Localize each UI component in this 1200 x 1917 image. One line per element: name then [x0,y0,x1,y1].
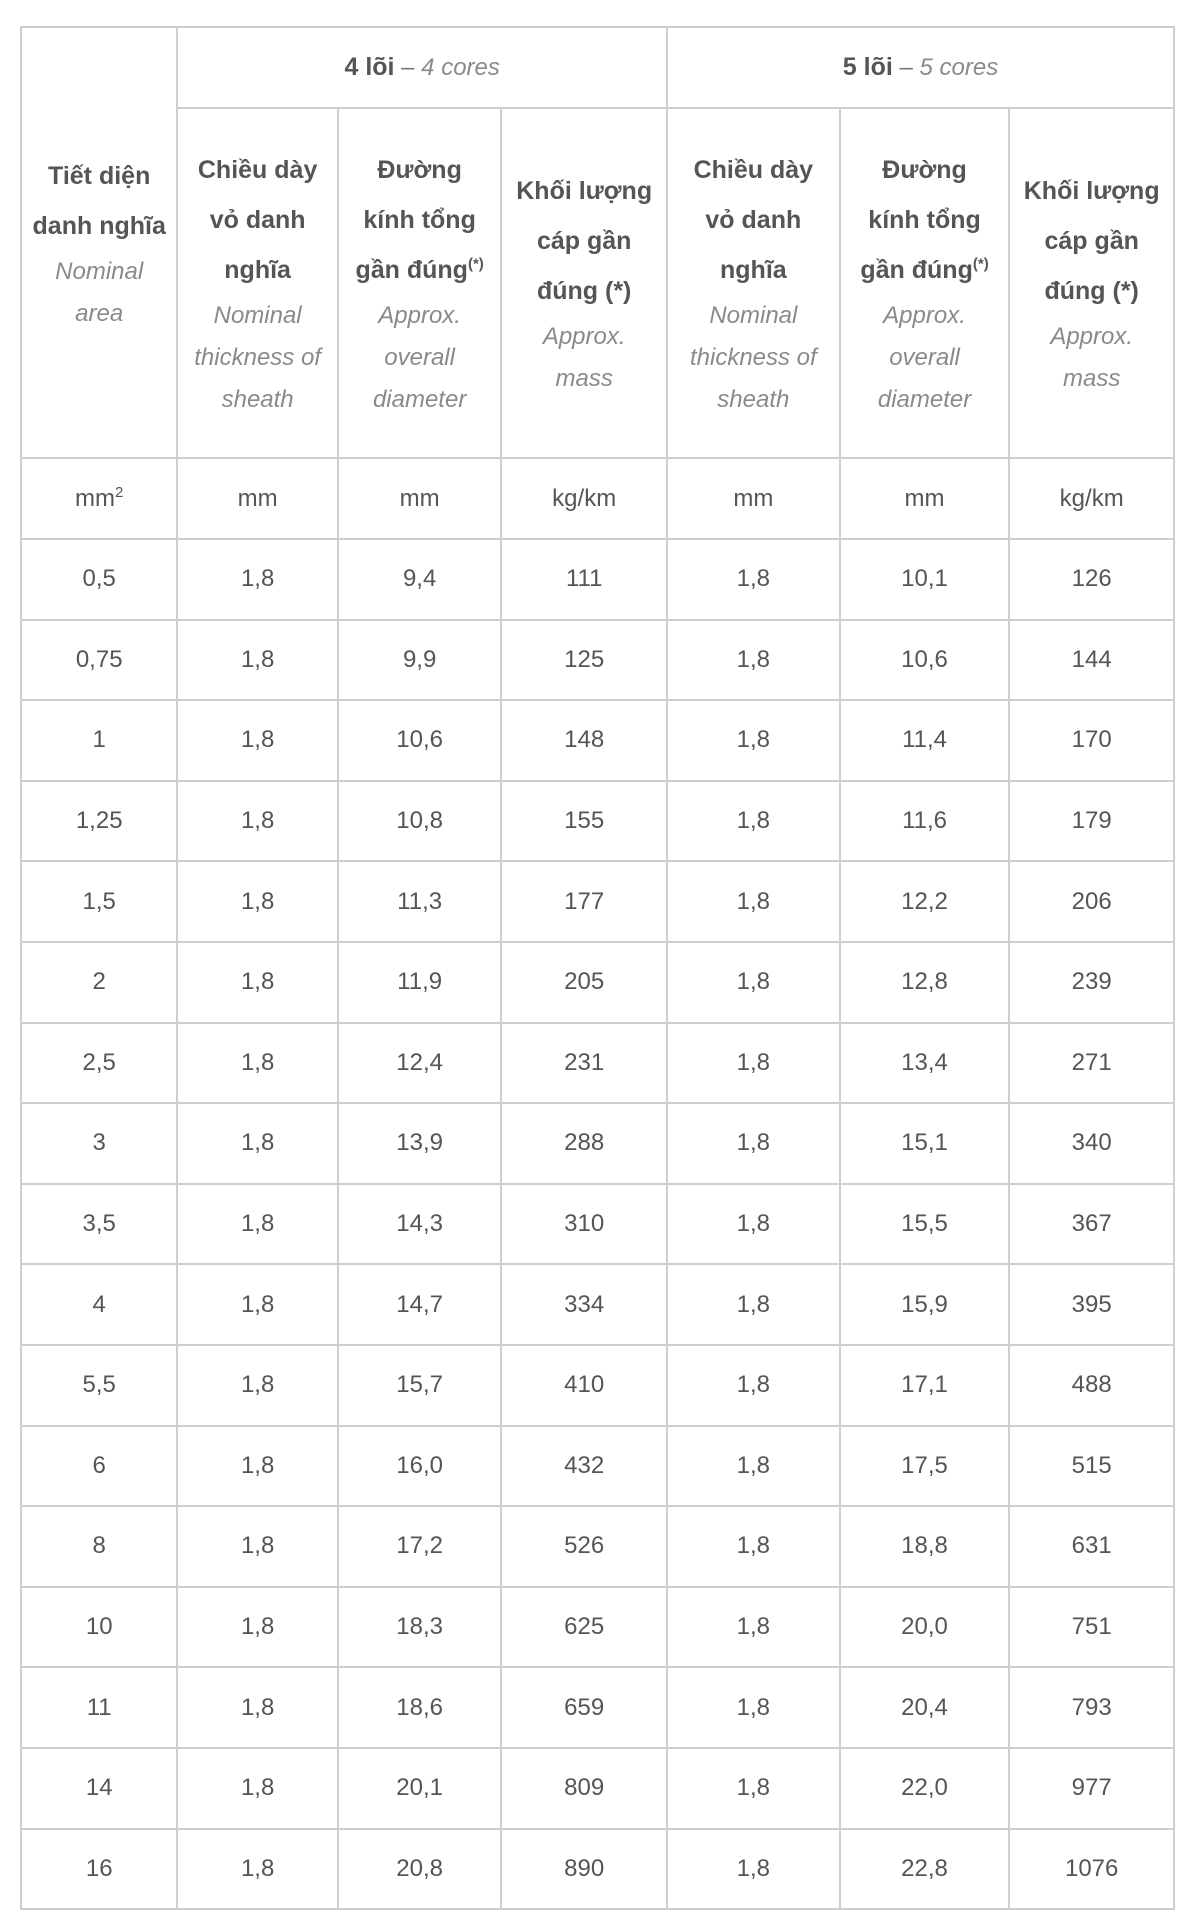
column-header-vi-line: đúng (*) [1044,277,1139,305]
table-cell: 170 [1009,700,1174,781]
table-cell: 793 [1009,1667,1174,1748]
table-cell: 10 [21,1587,177,1668]
table-cell: 18,3 [338,1587,502,1668]
table-cell: 1,8 [667,1264,840,1345]
table-cell: 310 [501,1184,667,1265]
column-header-vi-line: Chiều dày [197,156,318,184]
table-cell: 148 [501,700,667,781]
table-cell: 17,2 [338,1506,502,1587]
table-row [21,1264,1174,1345]
table-cell: 126 [1009,539,1174,620]
table-cell: 205 [501,942,667,1023]
column-header-en-line: mass [555,365,613,392]
table-cell: 10,1 [840,539,1010,620]
column-header-row [21,108,1174,458]
table-body [21,539,1174,1909]
table-cell: 271 [1009,1023,1174,1104]
table-cell: 14,3 [338,1184,502,1265]
table-cell: 20,1 [338,1748,502,1829]
table-row [21,539,1174,620]
table-cell: 11,4 [840,700,1010,781]
table-cell: 1,8 [667,1426,840,1507]
table-cell: 1,8 [177,700,337,781]
table-cell: 515 [1009,1426,1174,1507]
column-header-vi-line: Chiều dày [693,156,814,184]
table-cell: 15,1 [840,1103,1010,1184]
footnote-marker: (*) [972,255,989,273]
group-header-5-cores [667,27,1174,108]
table-cell: 15,9 [840,1264,1010,1345]
column-header-vi-line: kính tổng [868,206,981,234]
table-cell: 1,8 [177,539,337,620]
table-cell: 1,8 [667,1103,840,1184]
table-cell: 526 [501,1506,667,1587]
table-cell: 11,3 [338,861,502,942]
table-cell: 1,8 [667,539,840,620]
table-cell: 125 [501,620,667,701]
table-cell: 631 [1009,1506,1174,1587]
column-header-vi-line: Khối lượng [516,177,653,205]
table-cell: 239 [1009,942,1174,1023]
column-header-vi-line: cáp gần [536,227,632,255]
table-cell: 10,6 [840,620,1010,701]
table-cell: 17,5 [840,1426,1010,1507]
table-cell: 1,8 [667,1345,840,1426]
header-en-line: Nominal [55,257,144,285]
table-row [21,700,1174,781]
column-header-vi-line: vỏ danh [705,206,802,234]
column-header-vi-line: đúng (*) [536,277,632,305]
footnote-marker: (*) [467,255,484,273]
column-header [177,108,337,458]
table-cell: 1,8 [177,1023,337,1104]
table-cell: 14 [21,1748,177,1829]
table-cell: 367 [1009,1184,1174,1265]
group-separator: – [394,54,422,81]
column-header [667,108,840,458]
table-cell: 17,1 [840,1345,1010,1426]
table-row [21,1829,1174,1910]
table-cell: 15,7 [338,1345,502,1426]
table-cell: 16,0 [338,1426,502,1507]
table-cell: 1,8 [177,1506,337,1587]
table-cell: 340 [1009,1103,1174,1184]
table-cell: 1,8 [177,1345,337,1426]
table-cell: 13,9 [338,1103,502,1184]
group-en: 5 cores [919,54,999,81]
table-cell: 1,8 [667,781,840,862]
table-row [21,1748,1174,1829]
table-cell: 16 [21,1829,177,1910]
table-cell: 177 [501,861,667,942]
table-cell: 1,8 [177,1426,337,1507]
table-cell: 3 [21,1103,177,1184]
column-header [501,108,667,458]
table-cell: 20,4 [840,1667,1010,1748]
header-vi-line: Tiết diện [48,161,151,190]
table-cell: 1,8 [667,1506,840,1587]
table-cell: 15,5 [840,1184,1010,1265]
table-cell: 288 [501,1103,667,1184]
table-row [21,861,1174,942]
column-header-en-line: mass [1063,365,1121,392]
unit-text: mm [75,485,116,512]
table-cell: 20,0 [840,1587,1010,1668]
table-cell: 0,5 [21,539,177,620]
table-cell: 9,4 [338,539,502,620]
table-row [21,1023,1174,1104]
group-separator: – [892,54,920,81]
table-cell: 179 [1009,781,1174,862]
table-row [21,1103,1174,1184]
column-header-en-line: sheath [717,386,790,413]
table-cell: 1,8 [177,781,337,862]
table-cell: 9,9 [338,620,502,701]
group-en: 4 cores [421,54,500,81]
table-cell: 334 [501,1264,667,1345]
table-cell: 6 [21,1426,177,1507]
table-cell: 18,6 [338,1667,502,1748]
column-header-en-line: overall [384,344,455,371]
column-header [1009,108,1174,458]
table-cell: 1,8 [177,942,337,1023]
unit-cell: kg/km [501,458,667,539]
table-cell: 11,9 [338,942,502,1023]
table-cell: 22,0 [840,1748,1010,1829]
table-cell: 18,8 [840,1506,1010,1587]
table-cell: 3,5 [21,1184,177,1265]
table-cell: 20,8 [338,1829,502,1910]
column-header-en-line: Approx. [378,302,461,329]
header-en-line: area [75,299,124,327]
table-cell: 1,8 [667,942,840,1023]
column-header-vi-line: cáp gần [1044,227,1139,255]
unit-cell: mm [667,458,840,539]
table-cell: 977 [1009,1748,1174,1829]
column-header-vi-line [339,245,501,295]
column-header-vi-line: Đường [377,156,462,184]
column-header-vi-line: nghĩa [224,256,291,284]
group-vi: 5 lõi [842,53,893,81]
column-header-vi-line: kính tổng [363,206,476,234]
unit-cell [21,458,177,539]
table-cell: 1,8 [667,1667,840,1748]
unit-superscript: 2 [115,484,124,501]
table-row [21,1345,1174,1426]
table-cell: 12,4 [338,1023,502,1104]
table-cell: 1,8 [667,1829,840,1910]
table-cell: 1,8 [177,1829,337,1910]
unit-cell: mm [338,458,502,539]
unit-cell: mm [177,458,337,539]
column-header-en-line: Approx. [883,302,966,329]
group-header-row [21,27,1174,108]
table-cell: 0,75 [21,620,177,701]
column-header-en-line: Approx. [542,323,626,350]
group-header-4-cores [177,27,667,108]
table-cell: 5,5 [21,1345,177,1426]
column-header-en-line: diameter [877,386,972,413]
table-cell: 1,8 [177,1184,337,1265]
table-cell: 1 [21,700,177,781]
table-cell: 1,8 [667,1748,840,1829]
table-cell: 231 [501,1023,667,1104]
column-header-vi-line: vỏ danh [209,206,306,234]
table-cell: 1,5 [21,861,177,942]
nominal-area-header [21,27,177,458]
table-cell: 111 [501,539,667,620]
table-cell: 2 [21,942,177,1023]
table-row [21,1506,1174,1587]
table-cell: 1,8 [177,1667,337,1748]
cable-spec-table [20,26,1175,1910]
column-header-en-line: Nominal [213,302,302,329]
table-cell: 890 [501,1829,667,1910]
group-vi: 4 lõi [344,53,395,81]
column-header-vi-text: gần đúng [860,256,973,284]
table-row [21,620,1174,701]
column-header-en-line: sheath [221,386,294,413]
column-header [840,108,1010,458]
table-cell: 11,6 [840,781,1010,862]
column-header-en-line: Approx. [1050,323,1134,350]
table-row [21,942,1174,1023]
table-cell: 1,8 [667,1184,840,1265]
column-header-en-line: thickness of [689,344,817,371]
unit-cell: kg/km [1009,458,1174,539]
table-cell: 12,8 [840,942,1010,1023]
table-cell: 1,8 [177,861,337,942]
table-cell: 1,8 [177,1587,337,1668]
table-row [21,1667,1174,1748]
table-cell: 206 [1009,861,1174,942]
table-cell: 22,8 [840,1829,1010,1910]
table-cell: 432 [501,1426,667,1507]
table-cell: 659 [501,1667,667,1748]
table-cell: 1076 [1009,1829,1174,1910]
table-row [21,1587,1174,1668]
column-header-vi-text: gần đúng [355,256,468,284]
table-cell: 488 [1009,1345,1174,1426]
table-cell: 12,2 [840,861,1010,942]
column-header-en-line: overall [889,344,960,371]
table-cell: 1,8 [667,700,840,781]
unit-row [21,458,1174,539]
column-header-en-line: diameter [372,386,467,413]
table-cell: 1,8 [177,1264,337,1345]
table-row [21,781,1174,862]
table-cell: 1,8 [667,861,840,942]
table-cell: 8 [21,1506,177,1587]
table-cell: 155 [501,781,667,862]
column-header-en-line: Nominal [709,302,798,329]
column-header-vi-line: Khối lượng [1023,177,1160,205]
table-cell: 13,4 [840,1023,1010,1104]
column-header [338,108,502,458]
table-cell: 1,25 [21,781,177,862]
table-cell: 809 [501,1748,667,1829]
table-cell: 11 [21,1667,177,1748]
table-row [21,1426,1174,1507]
table-cell: 625 [501,1587,667,1668]
table-cell: 10,8 [338,781,502,862]
header-vi-line: danh nghĩa [32,211,166,240]
column-header-vi-line: nghĩa [720,256,787,284]
column-header-vi-line: Đường [882,156,967,184]
table-cell: 1,8 [667,620,840,701]
table-cell: 1,8 [667,1023,840,1104]
table-cell: 751 [1009,1587,1174,1668]
unit-cell: mm [840,458,1010,539]
table-cell: 1,8 [177,1748,337,1829]
table-cell: 395 [1009,1264,1174,1345]
table-cell: 1,8 [177,1103,337,1184]
table-cell: 2,5 [21,1023,177,1104]
table-cell: 14,7 [338,1264,502,1345]
table-cell: 144 [1009,620,1174,701]
column-header-en-line: thickness of [194,344,321,371]
table-cell: 1,8 [177,620,337,701]
table-cell: 4 [21,1264,177,1345]
table-cell: 10,6 [338,700,502,781]
table-row [21,1184,1174,1265]
column-header-vi-line [841,245,1009,295]
table-cell: 410 [501,1345,667,1426]
table-cell: 1,8 [667,1587,840,1668]
